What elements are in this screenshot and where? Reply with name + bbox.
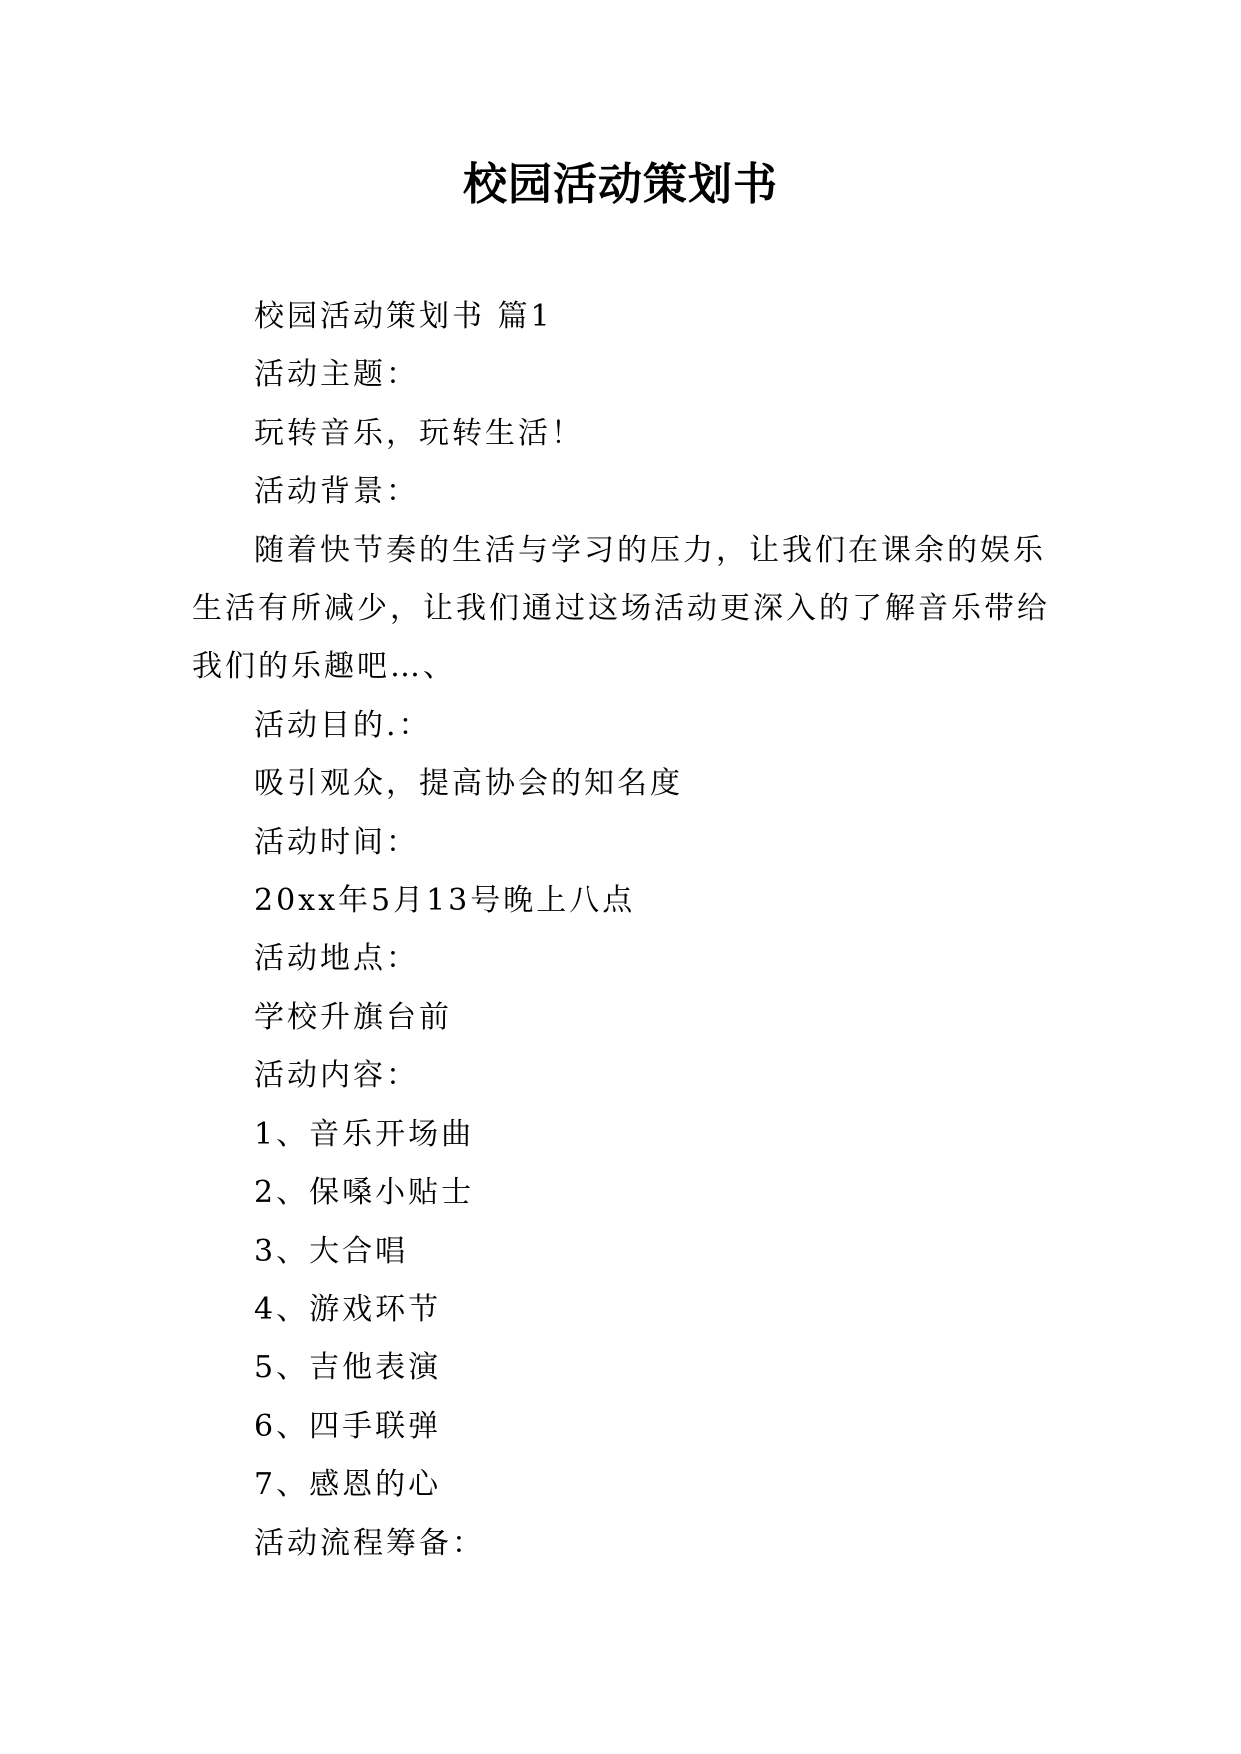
content-item: 7、感恩的心	[254, 1467, 442, 1503]
time-label: 活动时间：	[254, 824, 419, 860]
content-item: 1、音乐开场曲	[254, 1116, 475, 1152]
document-body	[192, 288, 1062, 1573]
content-item: 5、吉他表演	[254, 1350, 442, 1386]
content-item: 6、四手联弹	[254, 1408, 442, 1444]
document-title: 校园活动策划书	[463, 159, 778, 210]
section-heading: 校园活动策划书 篇1	[254, 299, 553, 334]
content-label: 活动内容：	[254, 1058, 419, 1094]
location-label: 活动地点：	[254, 941, 419, 977]
theme-text: 玩转音乐，玩转生活！	[254, 415, 584, 451]
theme-label: 活动主题：	[254, 357, 419, 393]
location-text: 学校升旗台前	[254, 999, 452, 1035]
content-item: 2、保嗓小贴士	[254, 1175, 475, 1211]
background-text: 随着快节奏的生活与学习的压力，让我们在课余的娱乐生活有所减少，让我们通过这场活动更深入的了解音乐带给我们的乐趣吧…、	[192, 532, 1050, 685]
content-item: 3、大合唱	[254, 1233, 409, 1269]
content-item: 4、游戏环节	[254, 1291, 442, 1327]
time-text: 20xx年5月13号晚上八点	[254, 883, 636, 919]
purpose-text: 吸引观众，提高协会的知名度	[254, 766, 683, 802]
process-label: 活动流程筹备：	[254, 1525, 485, 1561]
purpose-label: 活动目的.：	[254, 707, 432, 743]
background-label: 活动背景：	[254, 474, 419, 510]
